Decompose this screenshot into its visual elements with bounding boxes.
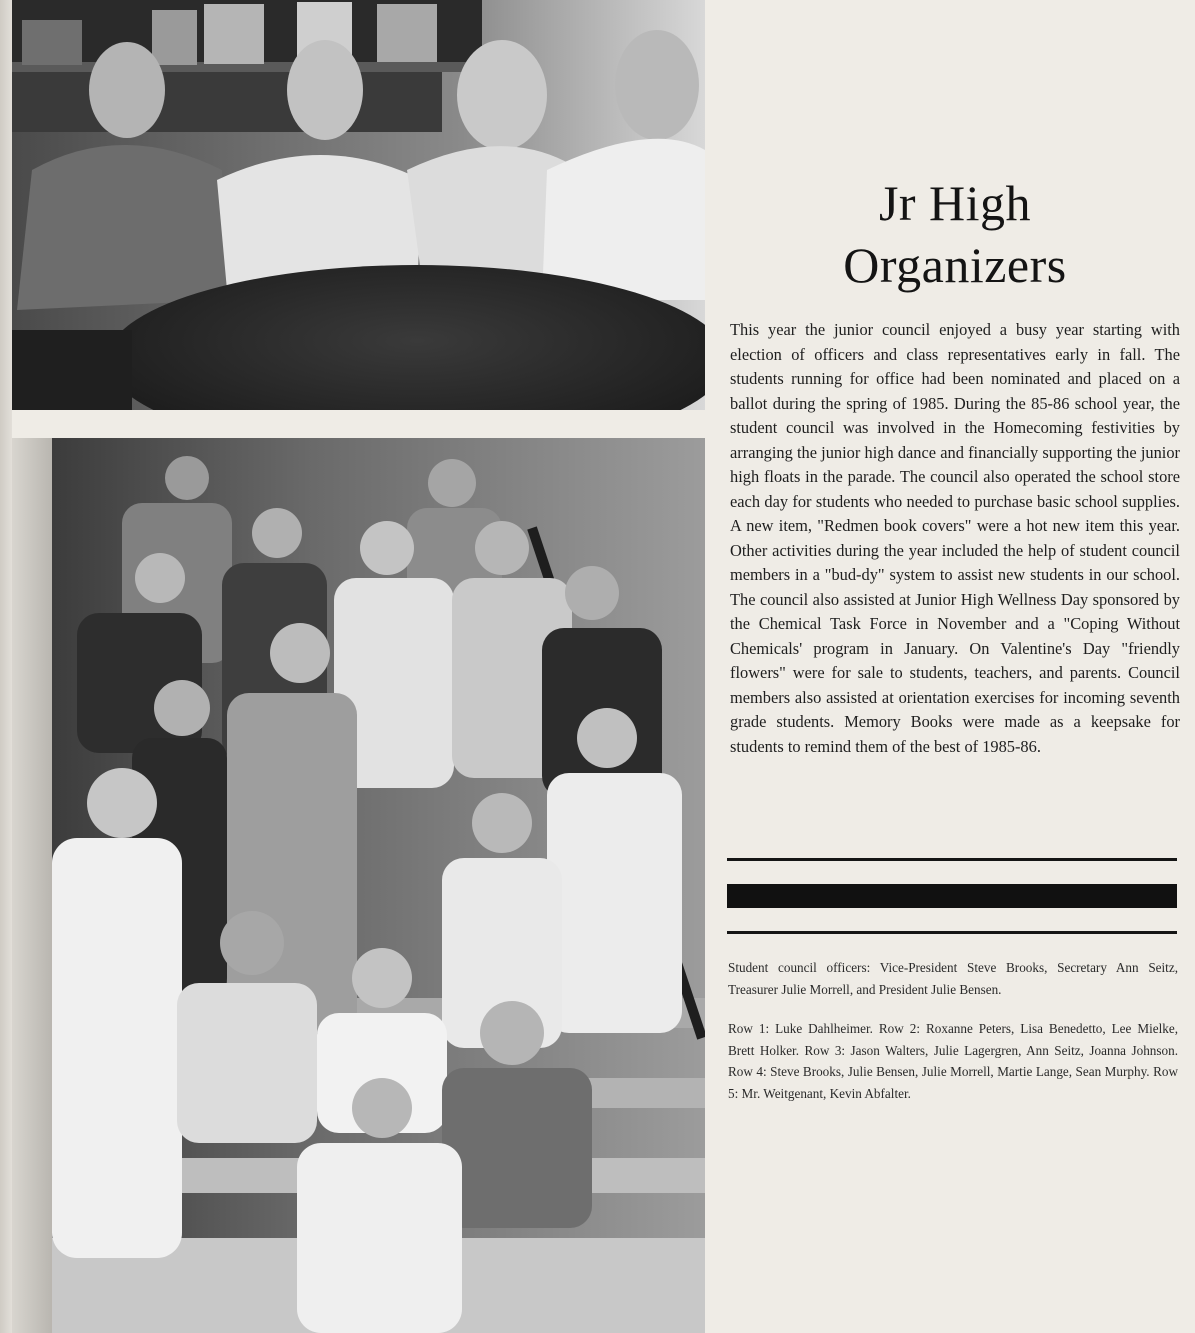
divider-rule-top — [727, 858, 1177, 861]
page-edge — [0, 0, 12, 1333]
page-title — [790, 172, 1120, 296]
group-caption: Row 1: Luke Dahlheimer. Row 2: Roxanne Peters, Lisa Benedetto, Lee Mielke, Brett Holker. Row 3: Jason Walters, Julie Lagergren, Ann Seitz, Joanna Johnson. Row 4: Steve Brooks, Julie Bensen, Julie Morrell, Martie Lange, Sean Murphy. Row 5: Mr. Weitgenant, Kevin Abfalter. — [728, 1021, 1178, 1101]
divider-rule-bottom — [727, 931, 1177, 934]
title-line-2: Organizers — [843, 237, 1067, 293]
officers-photo — [12, 0, 705, 410]
officers-caption: Student council officers: Vice-President Steve Brooks, Secretary Ann Seitz, Treasurer Julie Morrell, and President Julie Bensen. — [728, 960, 1178, 997]
article-body: This year the junior council enjoyed a busy year starting with election of officers and class representatives early in fall. The students running for office had been nominated and placed on a ballot during the spring of 1985. During the 85-86 school year, the student council was involved in the Homecoming festivities by arranging the junior high dance and financially supporting the junior high floats in the parade. The council also operated the school store each day for students who needed to purchase basic school supplies. A new item, "Redmen book covers" were a hot new item this year. Other activities during the year included the help of student council members in a "bud-dy" system to assist new students in our school. The council also assisted at Junior High Wellness Day sponsored by the Chemical Task Force in November and a "Coping Without Chemicals' program in January. On Valentine's Day "friendly flowers" were for sale to students, teachers, and parents. Council members also assisted at orientation exercises for incoming seventh grade students. Memory Books were made as a keepsake for students to remind them of the best of 1985-86. — [730, 320, 1180, 756]
staircase-edge — [12, 438, 52, 1333]
divider-rule-bar — [727, 884, 1177, 908]
title-line-1: Jr High — [878, 175, 1032, 231]
council-group-photo — [52, 438, 705, 1333]
